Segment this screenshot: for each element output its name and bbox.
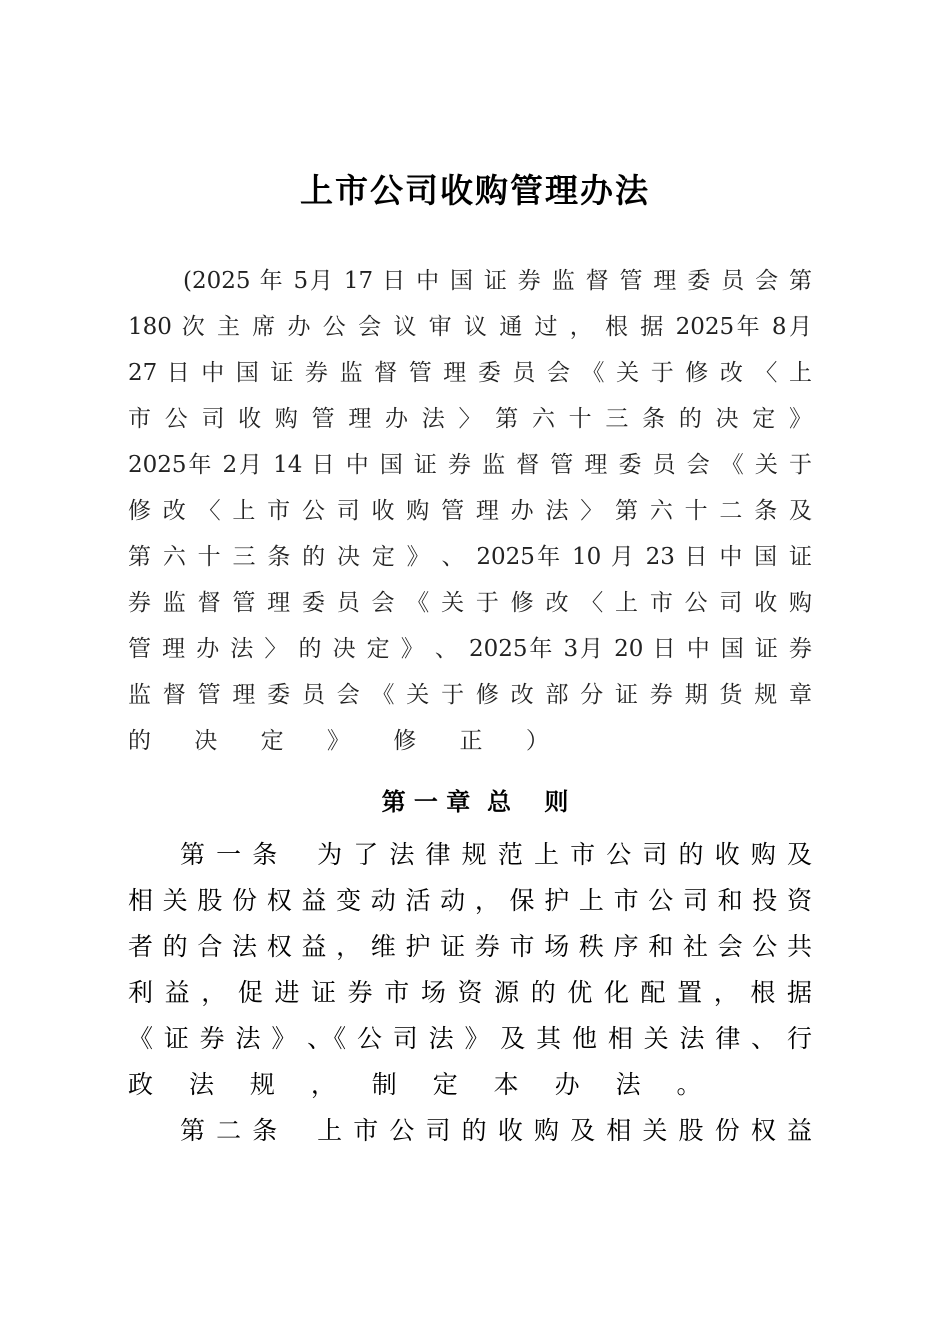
article-text-line: 第 一 条 为 了 法 律 规 范 上 市 公 司 的 收 购 及 xyxy=(180,840,812,869)
revision-note-line: (2025 年 5月 17 日 中 国 证 券 监 督 管 理 委 员 会 第 xyxy=(183,268,812,294)
revision-note-line: 27 日 中 国 证 券 监 督 管 理 委 员 会 《 关 于 修 改 〈 上 xyxy=(128,360,812,386)
revision-note-line: 券 监 督 管 理 委 员 会 《 关 于 修 改 〈 上 市 公 司 收 购 xyxy=(128,590,812,616)
article-text-line: 第 二 条 上 市 公 司 的 收 购 及 相 关 股 份 权 益 xyxy=(180,1116,812,1145)
revision-note-line: 修 改 〈 上 市 公 司 收 购 管 理 办 法 〉 第 六 十 二 条 及 xyxy=(128,498,812,524)
chapter-heading: 第 一 章 总 则 xyxy=(381,788,569,816)
document-title: 上市公司收购管理办法 xyxy=(300,171,650,210)
revision-note-line: 的 决 定 》 修 正 ） xyxy=(128,728,567,754)
revision-note-line: 监 督 管 理 委 员 会 《 关 于 修 改 部 分 证 券 期 货 规 章 xyxy=(128,682,812,708)
article-text-line: 相 关 股 份 权 益 变 动 活 动 ， 保 护 上 市 公 司 和 投 资 xyxy=(128,886,812,915)
revision-note-line: 管 理 办 法 〉 的 决 定 》 、 2025年 3月 20 日 中 国 证 券 xyxy=(128,636,812,662)
article-text-line: 《 证 券 法 》 、《 公 司 法 》 及 其 他 相 关 法 律 、 行 xyxy=(128,1024,812,1053)
revision-note-line: 第 六 十 三 条 的 决 定 》 、 2025年 10 月 23 日 中 国 证 xyxy=(128,544,812,570)
revision-note-line: 180 次 主 席 办 公 会 议 审 议 通 过 ， 根 据 2025年 8月 xyxy=(128,314,812,340)
article-text-line: 利 益 ， 促 进 证 券 市 场 资 源 的 优 化 配 置 ， 根 据 xyxy=(128,978,812,1007)
article-text-line: 政 法 规 ， 制 定 本 办 法 。 xyxy=(128,1070,716,1099)
revision-note-line: 市 公 司 收 购 管 理 办 法 〉 第 六 十 三 条 的 决 定 》 xyxy=(128,406,812,432)
article-text-line: 者 的 合 法 权 益 ， 维 护 证 券 市 场 秩 序 和 社 会 公 共 xyxy=(128,932,812,961)
revision-note-line: 2025年 2月 14 日 中 国 证 券 监 督 管 理 委 员 会 《 关 于 xyxy=(128,452,812,478)
